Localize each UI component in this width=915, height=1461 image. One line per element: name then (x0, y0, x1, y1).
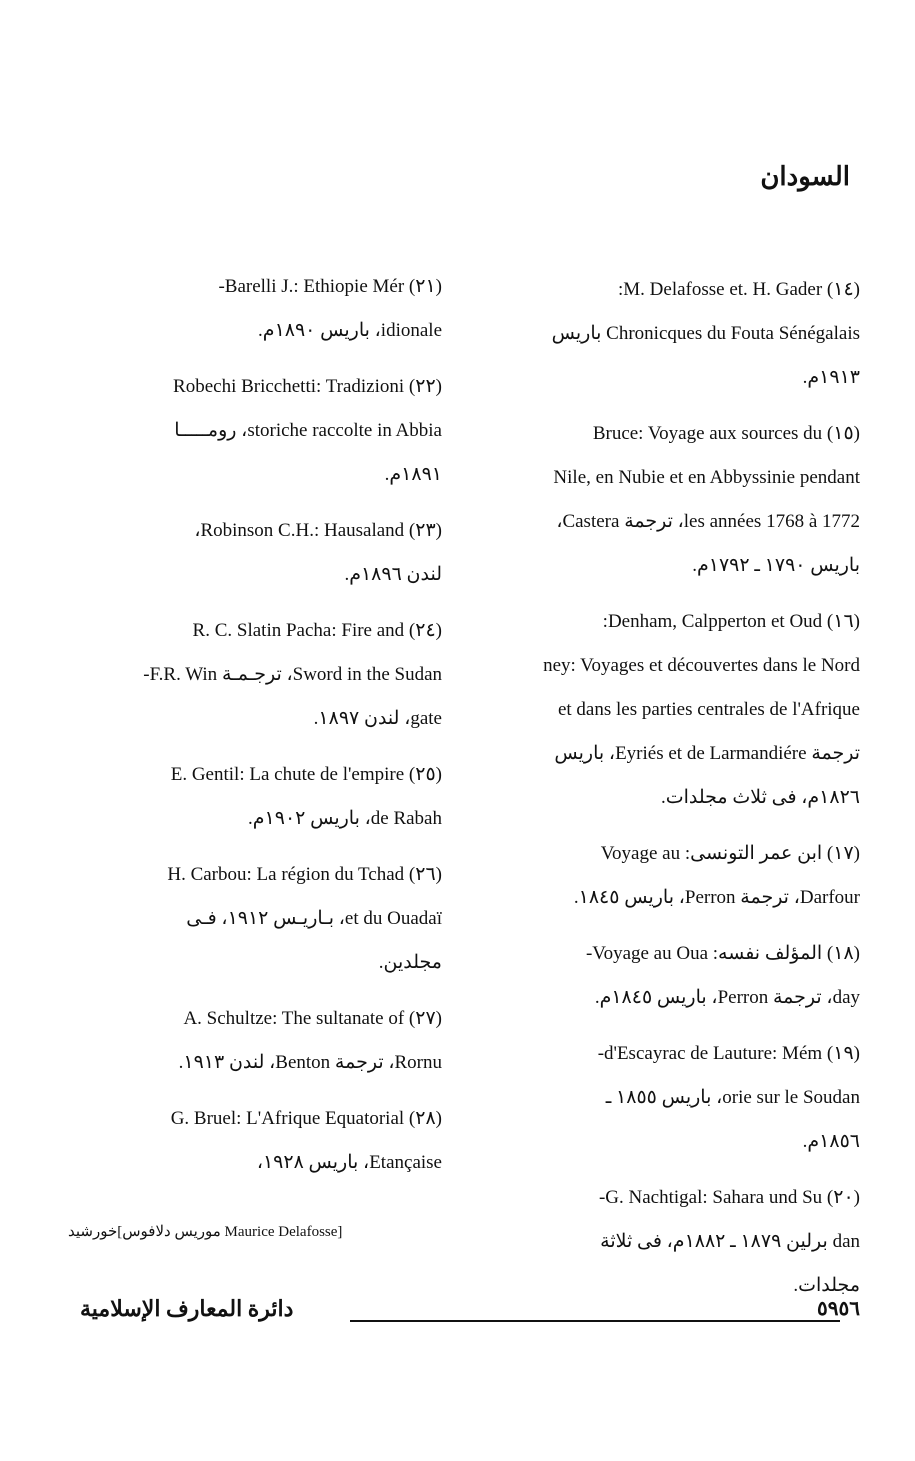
bib-line: et du Ouadaï، بـاريـس ١٩١٢، فـى (186, 908, 442, 929)
bib-line: (١٥) Bruce: Voyage aux sources du (592, 423, 860, 444)
bib-entry-14 (480, 268, 860, 400)
bib-line: Nile, en Nubie et en Abbyssinie pendant (553, 467, 860, 488)
bib-entry-23 (70, 509, 442, 597)
bib-line: لندن ١٨٩٦م. (344, 564, 442, 585)
bib-entry-19 (480, 1032, 860, 1164)
bib-entry-28 (70, 1097, 442, 1185)
bib-line: (١٦) Denham, Calpperton et Oud: (602, 611, 860, 632)
bib-line: (٢٥) E. Gentil: La chute de l'empire (170, 764, 442, 785)
bib-line: (١٨) المؤلف نفسه: Voyage au Oua- (585, 943, 860, 964)
bib-line: (٢٢) Robechi Bricchetti: Tradizioni (173, 376, 442, 397)
bib-entry-20 (480, 1176, 860, 1308)
bib-line: dan برلين ١٨٧٩ ـ ١٨٨٢م، فى ثلاثة (600, 1231, 860, 1252)
bib-entry-15 (480, 412, 860, 588)
bib-line: (٢٨) G. Bruel: L'Afrique Equatorial (170, 1108, 442, 1129)
bib-line: ١٨٩١م. (384, 464, 442, 485)
bibliography-column-left (70, 265, 442, 1197)
bib-line: (٢٣) Robinson C.H.: Hausaland، (194, 520, 442, 541)
page-footer (60, 1296, 860, 1326)
bib-line: de Rabah، باريس ١٩٠٢م. (248, 808, 442, 829)
bib-line: Sword in the Sudan، ترجـمـة F.R. Win- (143, 664, 442, 685)
page-number: ٥٩٥٦ (817, 1298, 860, 1320)
bib-line: Chronicques du Fouta Sénégalais باريس (551, 323, 860, 344)
bib-line: (١٤) M. Delafosse et. H. Gader: (617, 279, 860, 300)
bib-entry-24 (70, 609, 442, 741)
bib-line: Rornu، ترجمة Benton، لندن ١٩١٣. (178, 1052, 442, 1073)
bib-line: day، ترجمة Perron، باريس ١٨٤٥م. (594, 987, 860, 1008)
bib-line: gate، لندن ١٨٩٧. (313, 708, 442, 729)
bib-line: (٢٠) G. Nachtigal: Sahara und Su- (598, 1187, 860, 1208)
bib-line: orie sur le Soudan، باريس ١٨٥٥ ـ (605, 1087, 860, 1108)
bib-line: (١٩) d'Escayrac de Lauture: Mém- (597, 1043, 860, 1064)
bib-line: les années 1768 à 1772، ترجمة Castera، (556, 511, 860, 532)
bib-line: (٢٧) A. Schultze: The sultanate of (183, 1008, 442, 1029)
bib-line: باريس ١٧٩٠ ـ ١٧٩٢م. (692, 555, 860, 576)
footer-title: دائرة المعارف الإسلامية (80, 1296, 294, 1321)
footer-rule (350, 1320, 840, 1322)
bib-line: ١٨٢٦م، فى ثلاث مجلدات. (660, 787, 860, 808)
bib-line: Etançaise، باريس ١٩٢٨، (256, 1152, 442, 1173)
bib-entry-25 (70, 753, 442, 841)
page-title: السودان (760, 162, 850, 191)
bib-line: مجلدين. (378, 952, 442, 973)
bib-entry-16 (480, 600, 860, 820)
bib-line: storiche raccolte in Abbia، رومـــــا (174, 420, 442, 441)
bib-entry-21 (70, 265, 442, 353)
bib-line: idionale، باريس ١٨٩٠م. (258, 320, 442, 341)
bib-line: ney: Voyages et découvertes dans le Nord (543, 655, 860, 676)
bib-line: ١٨٥٦م. (802, 1131, 860, 1152)
bib-entry-22 (70, 365, 442, 497)
author-note: خورشيد[موريس دلافوس Maurice Delafosse] (68, 1224, 343, 1240)
bib-line: مجلدات. (793, 1275, 860, 1296)
bib-line: Darfour، ترجمة Perron، باريس ١٨٤٥. (573, 887, 860, 908)
bib-line: ترجمة Eyriés et de Larmandiére، باريس (554, 743, 860, 764)
bib-entry-27 (70, 997, 442, 1085)
bib-line: ١٩١٣م. (802, 367, 860, 388)
bib-entry-18 (480, 932, 860, 1020)
bib-line: (٢٦) H. Carbou: La région du Tchad (167, 864, 442, 885)
bib-line: (١٧) ابن عمر التونسى: Voyage au (600, 843, 860, 864)
bib-entry-26 (70, 853, 442, 985)
bib-line: et dans les parties centrales de l'Afrique (557, 699, 860, 720)
bib-entry-17 (480, 832, 860, 920)
bib-line: (٢٤) R. C. Slatin Pacha: Fire and (192, 620, 442, 641)
bib-line: (٢١) Barelli J.: Ethiopie Mér- (218, 276, 442, 297)
bibliography-column-right (480, 268, 860, 1320)
